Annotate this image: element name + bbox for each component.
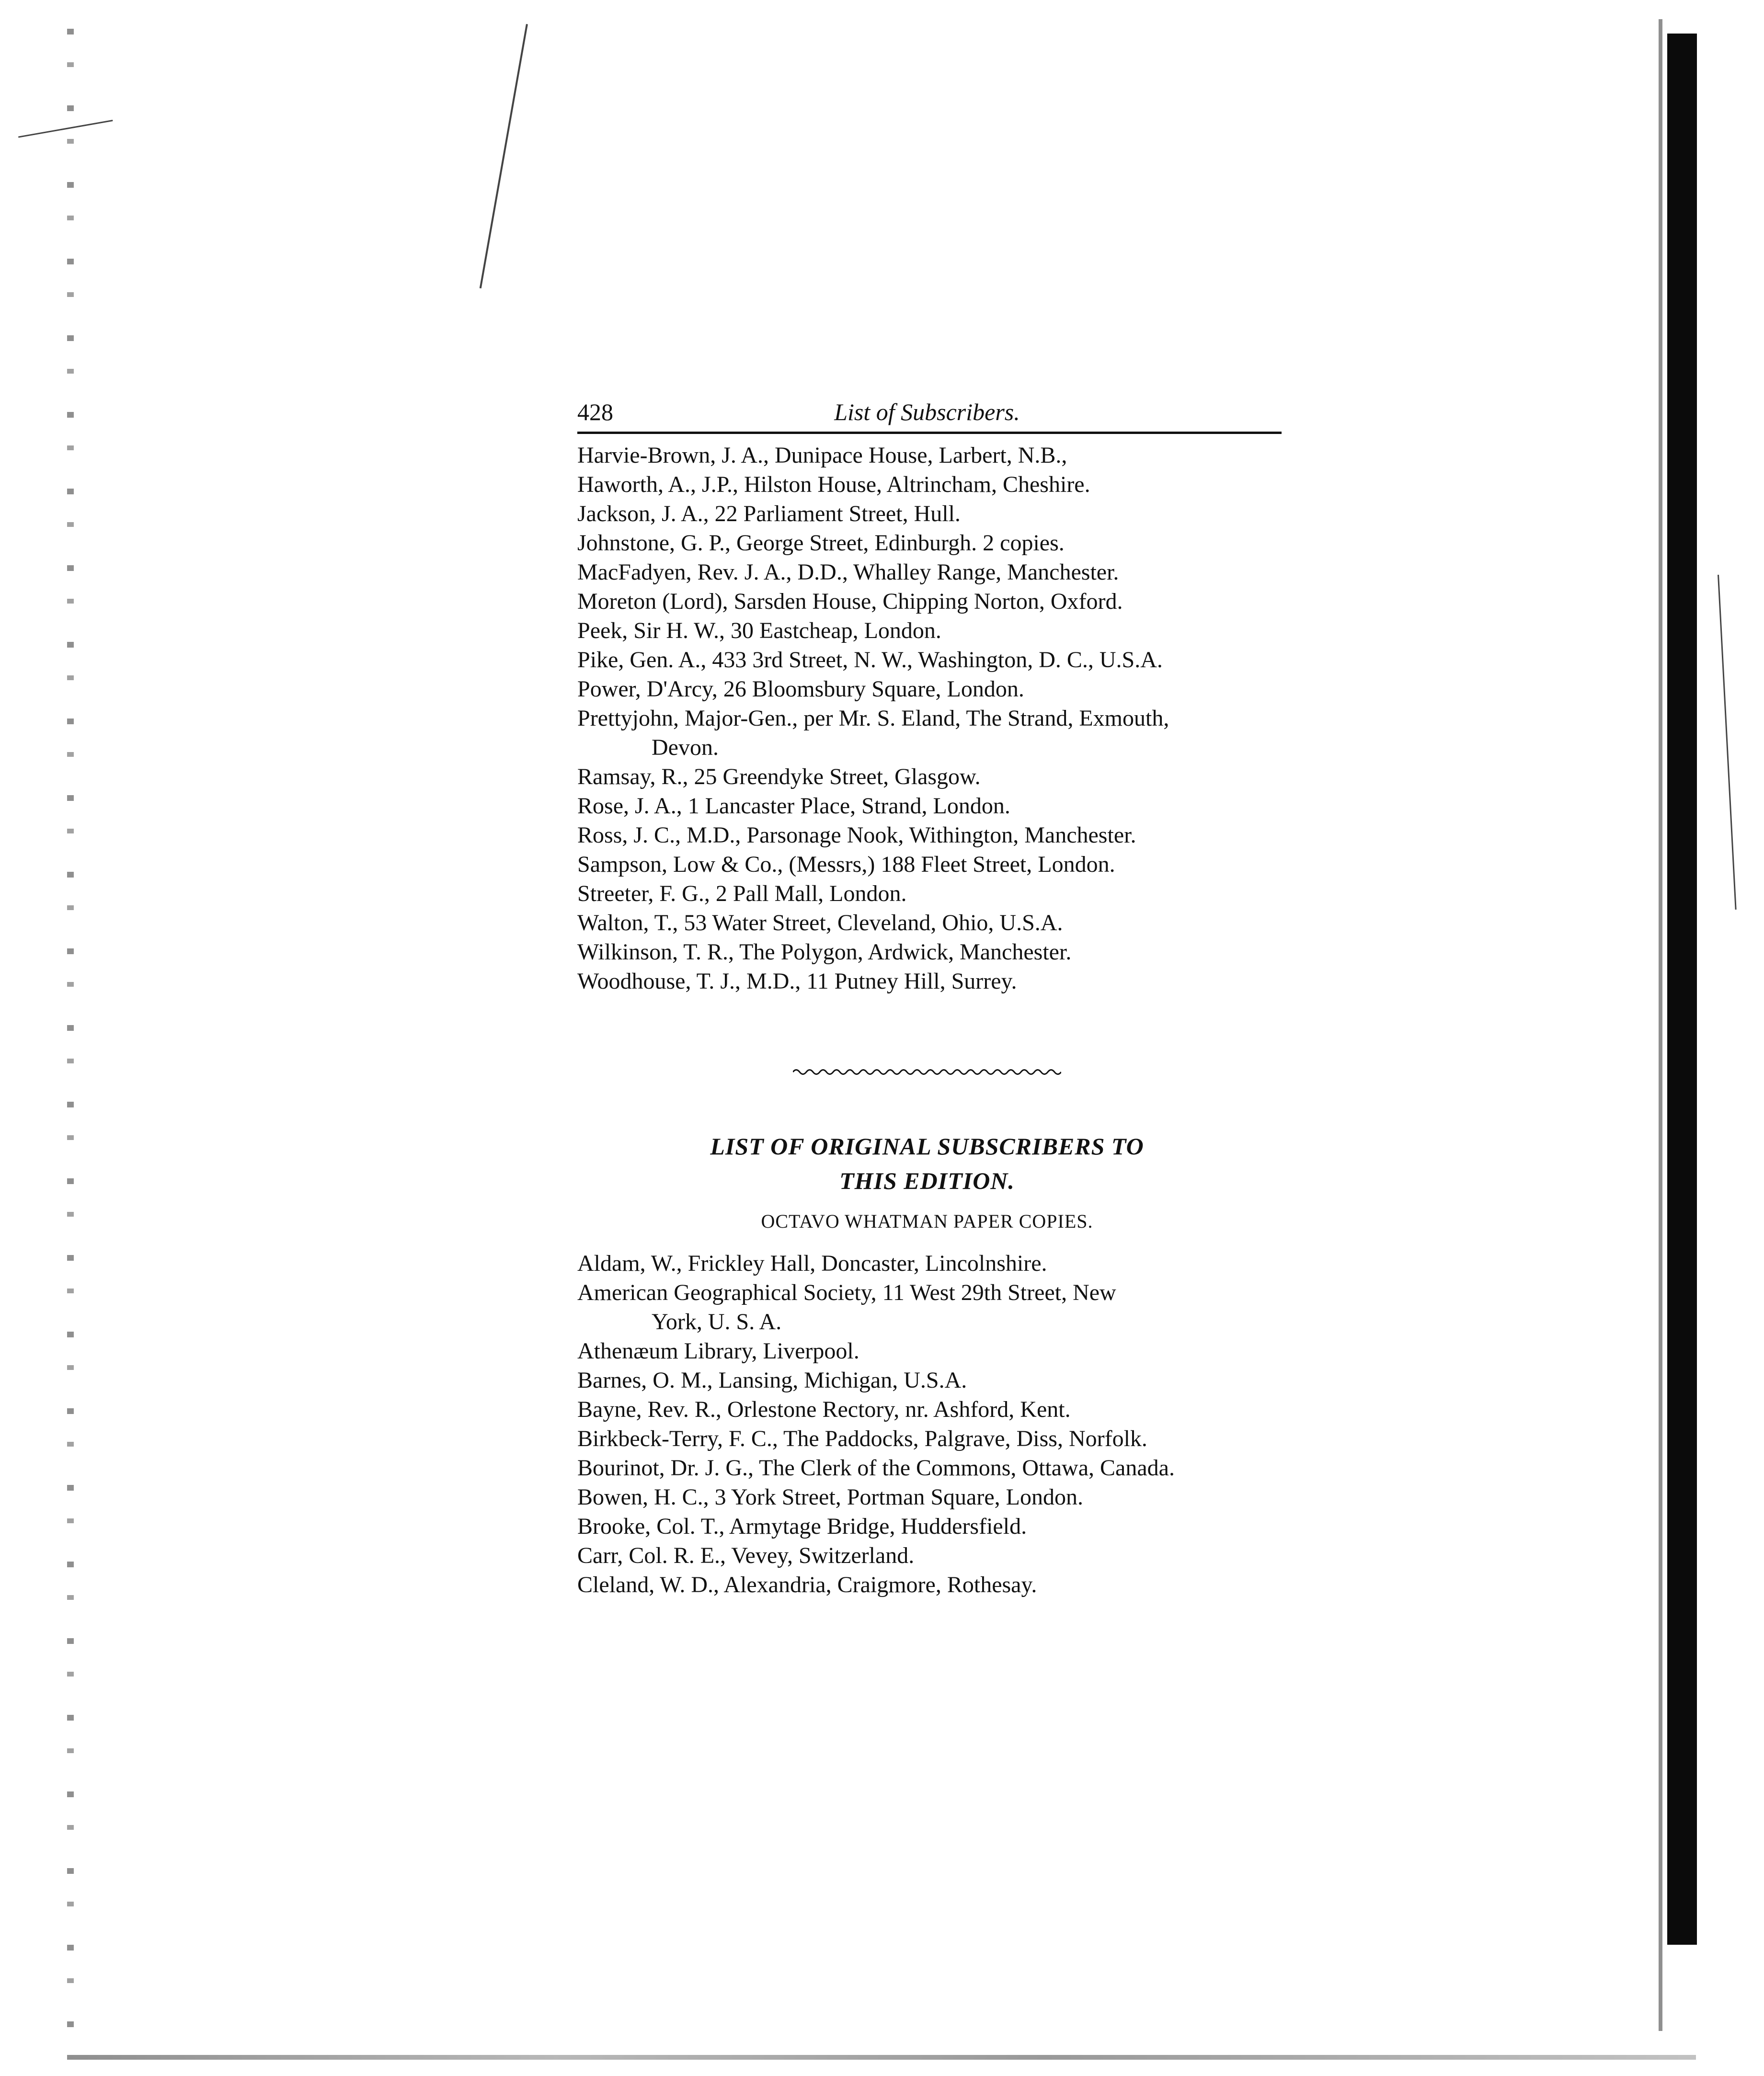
running-title: List of Subscribers.: [834, 399, 1020, 425]
scan-stray-line: [1718, 575, 1737, 910]
scan-right-shadow: [1659, 19, 1662, 2031]
page-column: [577, 395, 1277, 1599]
subscriber-entry-text: Bowen, H. C., 3 York Street, Portman Square, London.: [577, 1484, 1083, 1510]
subscriber-entry: [577, 908, 1277, 937]
subscriber-entry-text: Pike, Gen. A., 433 3rd Street, N. W., Washington, D. C., U.S.A.: [577, 647, 1163, 673]
subscriber-entry: [577, 587, 1277, 616]
scan-bottom-edge: [67, 2055, 1696, 2060]
subscriber-entry-text: Peek, Sir H. W., 30 Eastcheap, London.: [577, 618, 941, 643]
subscriber-entry-text: Streeter, F. G., 2 Pall Mall, London.: [577, 881, 907, 906]
subscriber-entry-continuation: Devon.: [652, 735, 719, 760]
subscriber-list: [577, 441, 1277, 996]
subscriber-entry-text: Carr, Col. R. E., Vevey, Switzerland.: [577, 1543, 915, 1568]
running-head: [577, 395, 1277, 429]
subscriber-entry: [577, 1512, 1277, 1541]
subscriber-entry: [577, 470, 1277, 499]
subscriber-entry-text: Wilkinson, T. R., The Polygon, Ardwick, Manchester.: [577, 939, 1072, 965]
original-subscriber-list: [577, 1249, 1277, 1599]
subscriber-entry-text: Bourinot, Dr. J. G., The Clerk of the Commons, Ottawa, Canada.: [577, 1455, 1175, 1481]
subscriber-entry-text: Bayne, Rev. R., Orlestone Rectory, nr. Ashford, Kent.: [577, 1397, 1071, 1422]
subscriber-entry-text: Sampson, Low & Co., (Messrs,) 188 Fleet Street, London.: [577, 852, 1115, 877]
subscriber-entry: [577, 1278, 1277, 1336]
subscriber-entry: [577, 1541, 1277, 1570]
subscriber-entry: [577, 1366, 1277, 1395]
subscriber-entry-text: Athenæum Library, Liverpool.: [577, 1338, 859, 1364]
subscriber-entry-text: Rose, J. A., 1 Lancaster Place, Strand, London.: [577, 793, 1010, 819]
subscriber-entry: [577, 616, 1277, 645]
subscriber-entry: [577, 499, 1277, 528]
subscriber-entry-text: Ramsay, R., 25 Greendyke Street, Glasgow.: [577, 764, 981, 789]
subscriber-entry: [577, 674, 1277, 704]
subscriber-entry: [577, 558, 1277, 587]
subscriber-entry-text: Ross, J. C., M.D., Parsonage Nook, Withington, Manchester.: [577, 822, 1136, 848]
subscriber-entry: [577, 821, 1277, 850]
subscriber-entry: [577, 1249, 1277, 1278]
subscriber-entry-text: Cleland, W. D., Alexandria, Craigmore, Rothesay.: [577, 1572, 1037, 1597]
subscriber-entry: [577, 1453, 1277, 1483]
subscriber-entry: [577, 528, 1277, 558]
subscriber-entry: [577, 441, 1277, 470]
subscriber-entry: [577, 1336, 1277, 1366]
scan-left-edge: [67, 29, 74, 2055]
subscriber-entry-text: Moreton (Lord), Sarsden House, Chipping Norton, Oxford.: [577, 589, 1123, 614]
section-title-line: THIS EDITION.: [839, 1167, 1015, 1194]
subscriber-entry-text: Power, D'Arcy, 26 Bloomsbury Square, London.: [577, 676, 1024, 702]
subscriber-entry-text: Jackson, J. A., 22 Parliament Street, Hull.: [577, 501, 961, 526]
section-title-line: LIST OF ORIGINAL SUBSCRIBERS TO: [710, 1133, 1144, 1160]
subscriber-entry-text: Woodhouse, T. J., M.D., 11 Putney Hill, Surrey.: [577, 969, 1017, 994]
subscriber-entry-text: MacFadyen, Rev. J. A., D.D., Whalley Range, Manchester.: [577, 559, 1119, 585]
subscriber-entry-text: Harvie-Brown, J. A., Dunipace House, Larbert, N.B.,: [577, 443, 1067, 468]
scan-right-edge: [1667, 34, 1697, 1945]
scan-stray-line: [18, 120, 113, 138]
subscriber-entry: [577, 1395, 1277, 1424]
subscriber-entry: [577, 850, 1277, 879]
subscriber-entry: [577, 791, 1277, 821]
subscriber-entry: [577, 704, 1277, 762]
subscriber-entry: [577, 1424, 1277, 1453]
subscriber-entry-text: Walton, T., 53 Water Street, Cleveland, Ohio, U.S.A.: [577, 910, 1063, 935]
subscriber-entry: [577, 879, 1277, 908]
subscriber-entry-text: Haworth, A., J.P., Hilston House, Altrincham, Cheshire.: [577, 472, 1090, 497]
subscriber-entry-text: Aldam, W., Frickley Hall, Doncaster, Lincolnshire.: [577, 1251, 1047, 1276]
subscriber-entry: [577, 937, 1277, 967]
scan-stray-line: [480, 24, 528, 288]
subscriber-entry: [577, 645, 1277, 674]
subscriber-entry-text: Brooke, Col. T., Armytage Bridge, Huddersfield.: [577, 1514, 1027, 1539]
subscriber-entry-text: Johnstone, G. P., George Street, Edinburgh. 2 copies.: [577, 530, 1065, 556]
subscriber-entry-text: Birkbeck-Terry, F. C., The Paddocks, Palgrave, Diss, Norfolk.: [577, 1426, 1147, 1451]
subscriber-entry-continuation: York, U. S. A.: [652, 1309, 782, 1335]
page-number: 428: [577, 399, 613, 425]
subscriber-entry: [577, 762, 1277, 791]
subscriber-entry-text: Barnes, O. M., Lansing, Michigan, U.S.A.: [577, 1368, 967, 1393]
section-title: [577, 1129, 1277, 1198]
wavy-divider: [793, 1068, 1061, 1076]
subscriber-entry-text: American Geographical Society, 11 West 29th Street, New: [577, 1280, 1116, 1305]
subscriber-entry: [577, 1483, 1277, 1512]
subscriber-entry: [577, 1570, 1277, 1599]
section-subtitle: OCTAVO WHATMAN PAPER COPIES.: [761, 1210, 1093, 1232]
header-rule: [577, 432, 1282, 434]
subscriber-entry-text: Prettyjohn, Major-Gen., per Mr. S. Eland, The Strand, Exmouth,: [577, 706, 1169, 731]
subscriber-entry: [577, 967, 1277, 996]
